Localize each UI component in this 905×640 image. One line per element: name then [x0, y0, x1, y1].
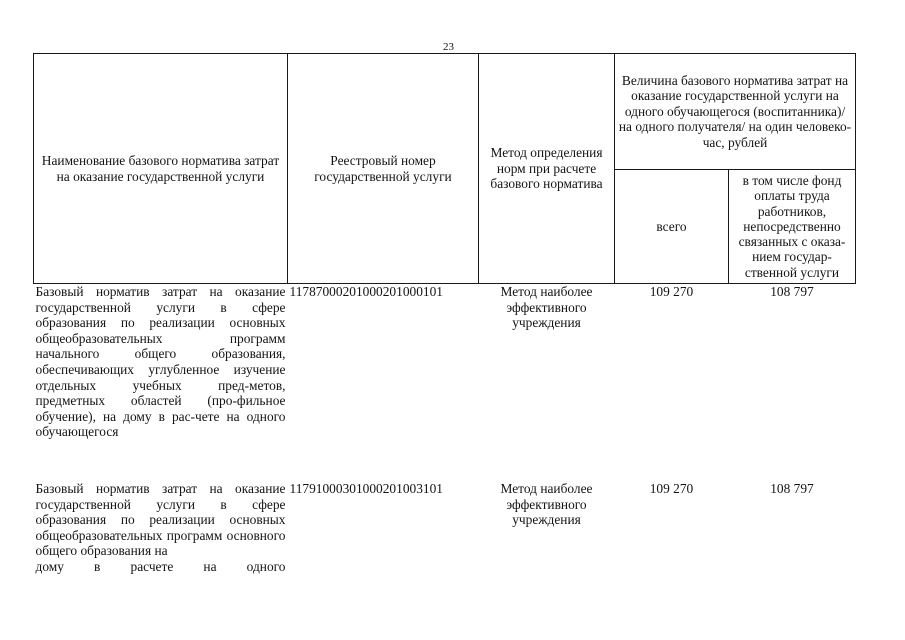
- header-method: Метод определения норм при расчете базового норматива: [479, 54, 615, 284]
- row-name: [34, 481, 288, 591]
- row-total: 109 270: [649, 481, 694, 496]
- table-row: [34, 481, 856, 591]
- row-total: 109 270: [649, 284, 694, 299]
- table-row: [34, 284, 856, 482]
- header-row-top: [34, 54, 856, 170]
- row-method: Метод наиболее эффективного учреждения: [500, 284, 593, 331]
- row-registry: 11787000201000201000101: [289, 284, 443, 299]
- row-fund: 108 797: [770, 284, 814, 299]
- header-registry: Реестровый номер государственной услуги: [288, 54, 479, 284]
- row-name-tail: дому в расчете на одного: [35, 558, 286, 574]
- row-fund: 108 797: [770, 481, 814, 496]
- row-registry: 11791000301000201003101: [289, 481, 443, 496]
- header-total: всего: [615, 170, 729, 284]
- page-number: 23: [443, 41, 454, 53]
- row-name-main: Базовый норматив затрат на оказание государственной услуги в сфере образования по реализации основных общеобразовательных программ основного общего образования на: [35, 481, 286, 559]
- header-value-group: Величина базового норматива затрат на оказание государственной услуги на одного обучающегося (воспитанника)/ на одного получателя/ на один человеко-час, рублей: [615, 54, 856, 170]
- row-name: Базовый норматив затрат на оказание государственной услуги в сфере образования по реализации основных общеобразовательных программ начального общего образования, обеспечивающих углубленное изучение отдельных учебных пред-метов, предметных областей (про-фильное обучение), на дому в рас-чете на одного обучающегося: [35, 284, 286, 440]
- norm-table: [33, 53, 856, 591]
- row-method: Метод наиболее эффективного учреждения: [500, 481, 593, 528]
- header-name: Наименование базового норматива затрат на оказание государственной услуги: [34, 54, 288, 284]
- header-fund: в том числе фонд оплаты труда работников, непосредственно связанных с оказа-нием государ-ственной услуги: [729, 170, 856, 284]
